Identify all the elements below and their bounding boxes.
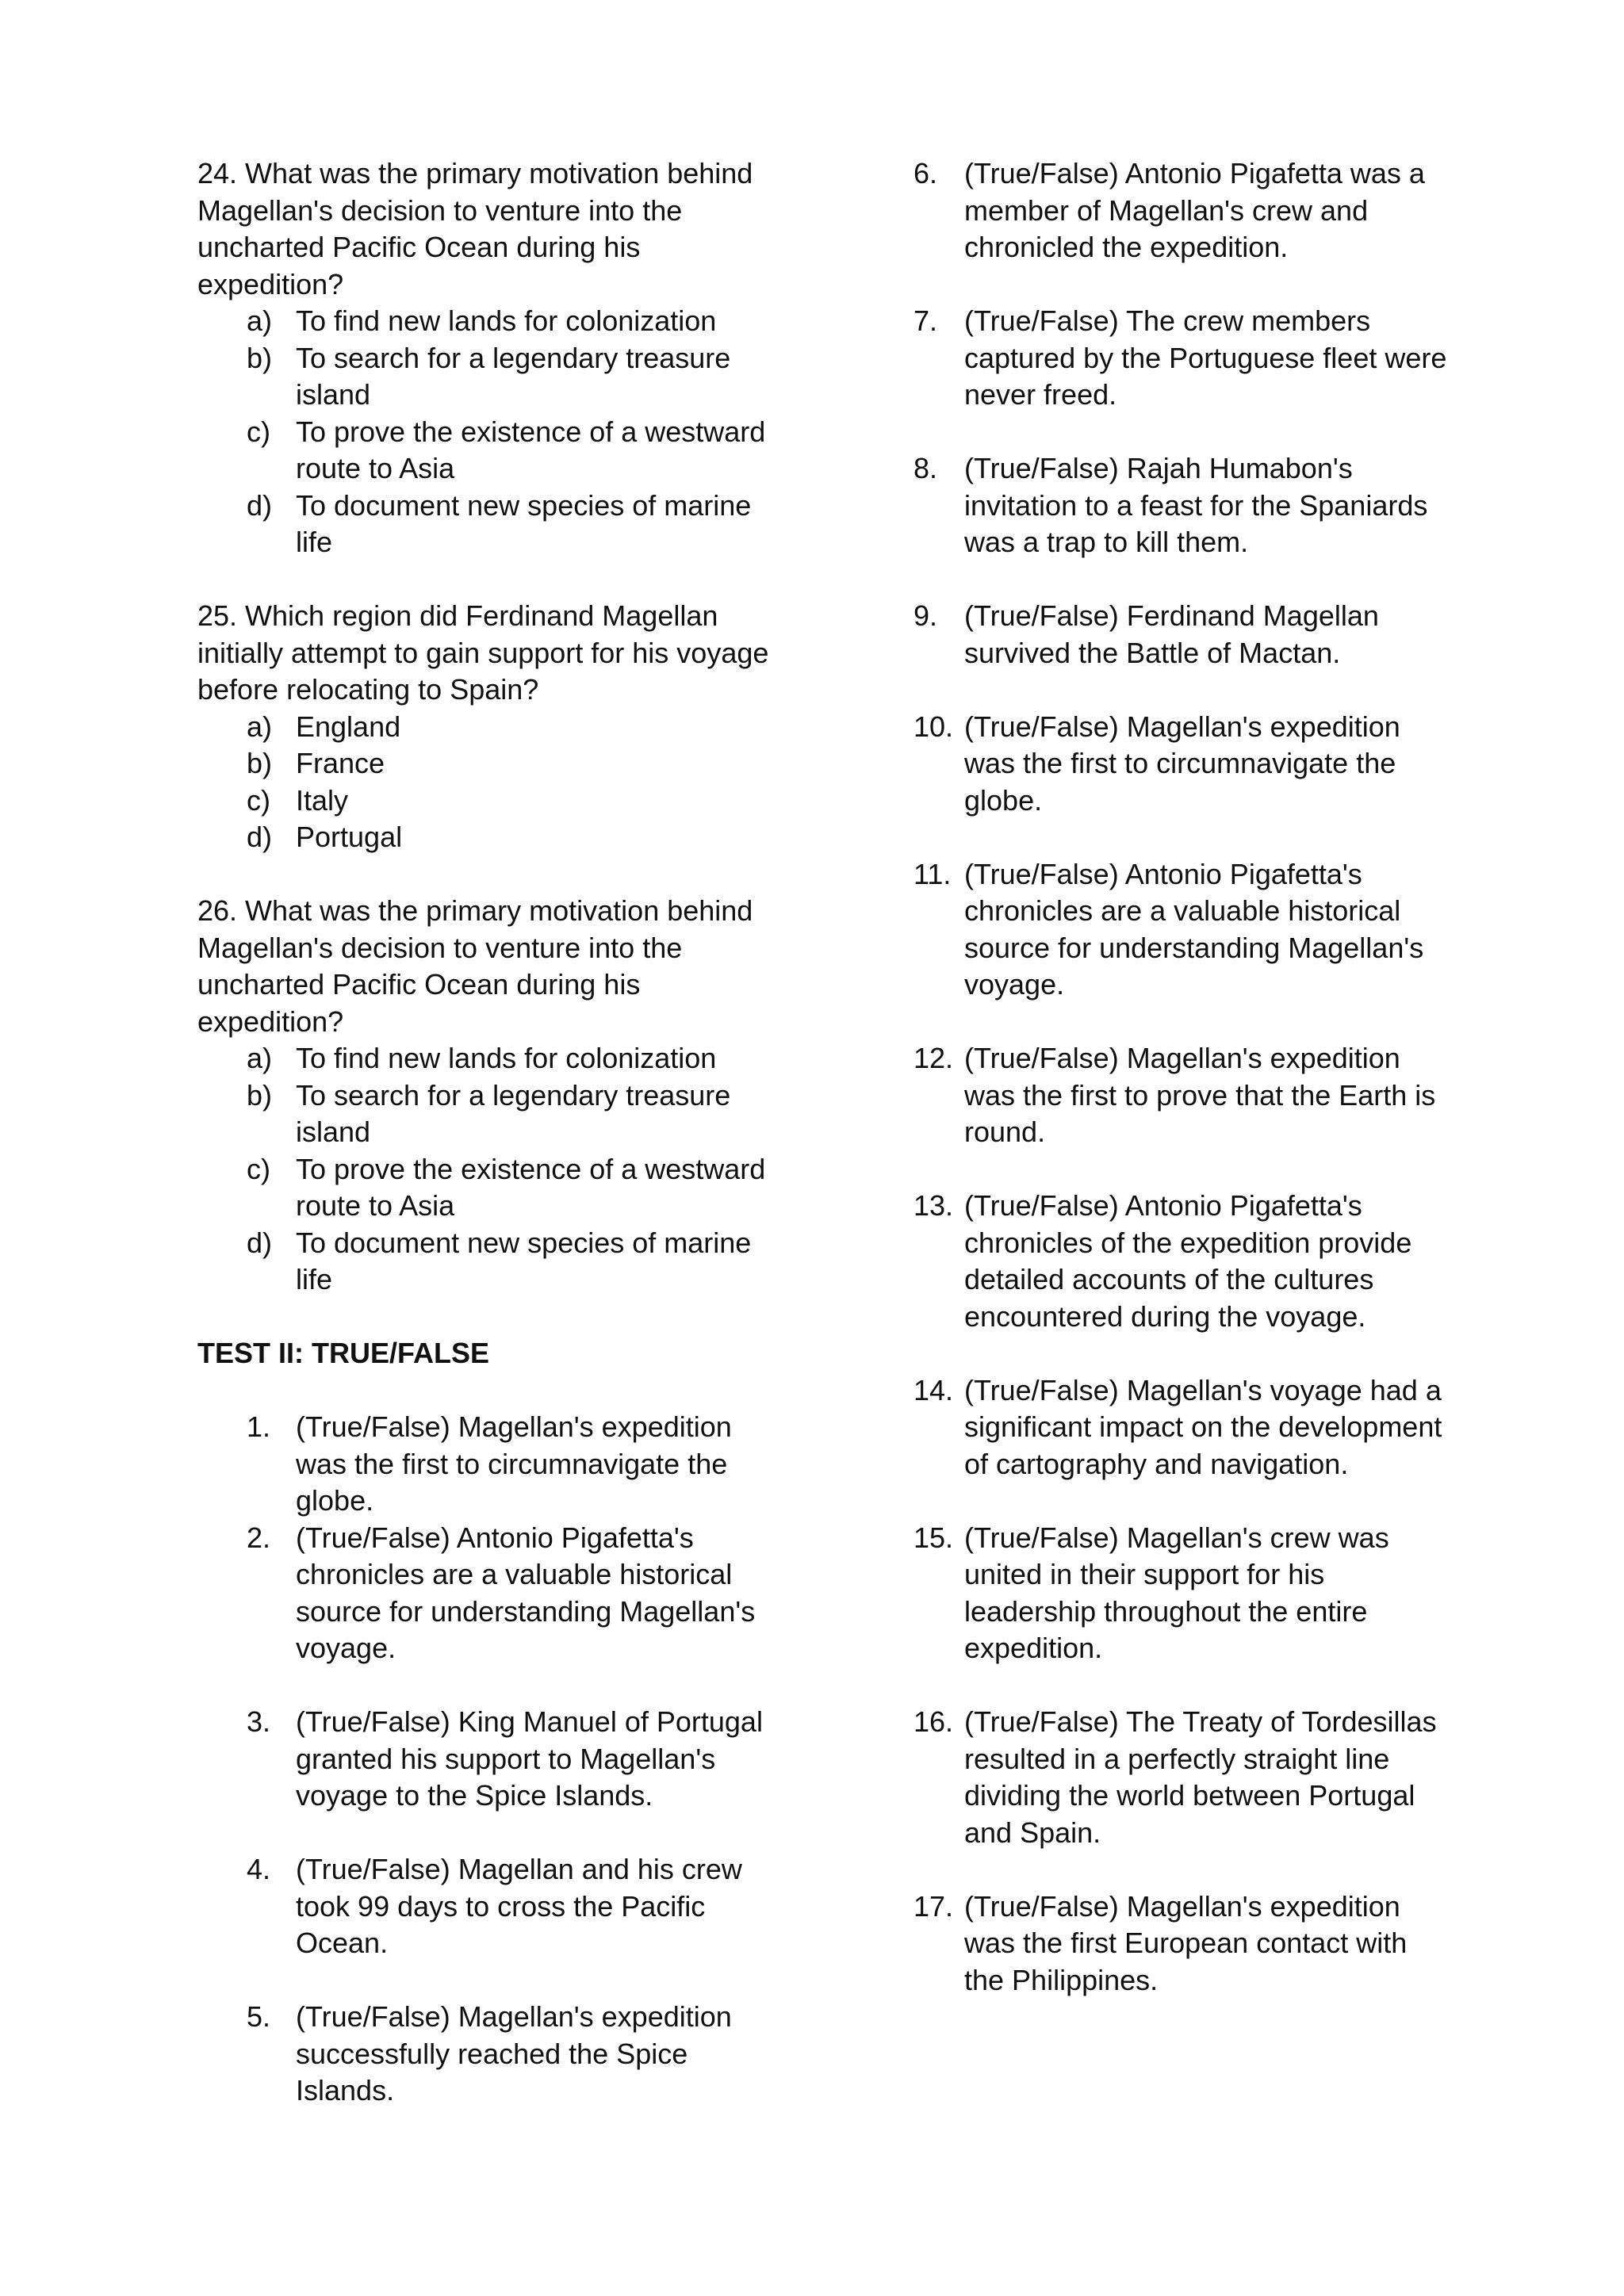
tf-number: 7. (914, 304, 938, 337)
spacer (197, 1299, 776, 1336)
option-item (197, 745, 776, 783)
option-label: d) (247, 821, 273, 853)
option-label: d) (247, 1226, 273, 1259)
tf-number: 6. (914, 157, 938, 189)
question-25 (197, 598, 776, 856)
option-item (197, 488, 776, 561)
option-label: b) (247, 747, 273, 779)
tf-item (914, 598, 1453, 672)
tf-item (914, 1704, 1453, 1851)
tf-number: 17. (914, 1889, 954, 1923)
tf-item (914, 856, 1453, 1004)
tf-number: 5. (247, 2000, 271, 2033)
tf-text: (True/False) King Manuel of Portugal granted his support to Magellan's voyage to the Spice Islands. (296, 1705, 763, 1812)
option-list (197, 709, 776, 856)
spacer (197, 856, 776, 894)
option-label: c) (247, 415, 270, 448)
option-label: c) (247, 783, 270, 817)
option-label: a) (247, 304, 273, 337)
tf-number: 2. (247, 1521, 271, 1554)
true-false-list-continued (914, 155, 1453, 1999)
question-stem: 26. What was the primary motivation behind Magellan's decision to venture into the uncharted Pacific Ocean during his expedition? (197, 894, 753, 1038)
option-item (197, 1151, 776, 1225)
tf-text: (True/False) Ferdinand Magellan survived the Battle of Mactan. (964, 599, 1379, 669)
right-column (914, 155, 1453, 1999)
option-label: c) (247, 1152, 270, 1185)
tf-item (197, 1851, 776, 1962)
question-stem: 24. What was the primary motivation behind Magellan's decision to venture into the uncharted Pacific Ocean during his expedition? (197, 157, 753, 300)
tf-item (197, 1520, 776, 1667)
option-text: To find new lands for colonization (296, 1042, 717, 1074)
option-item (197, 1077, 776, 1151)
tf-number: 12. (914, 1042, 954, 1074)
option-item (197, 709, 776, 746)
option-item (197, 1040, 776, 1077)
option-item (197, 819, 776, 856)
option-text: To search for a legendary treasure island (296, 1078, 731, 1148)
tf-text: (True/False) Magellan's crew was united in their support for his leadership throughout the entire expedition. (964, 1521, 1389, 1664)
question-stem: 25. Which region did Ferdinand Magellan initially attempt to gain support for his voyage before relocating to Spain? (197, 599, 769, 706)
tf-number: 16. (914, 1705, 954, 1738)
option-text: To document new species of marine life (296, 1226, 752, 1295)
tf-number: 15. (914, 1521, 954, 1554)
tf-item (914, 1520, 1453, 1667)
tf-text: (True/False) Rajah Humabon's invitation to a feast for the Spaniards was a trap to kill them. (964, 452, 1428, 558)
tf-item (914, 1888, 1453, 1999)
option-text: To find new lands for colonization (296, 304, 717, 337)
tf-number: 13. (914, 1189, 954, 1222)
spacer (197, 1372, 776, 1410)
option-item (197, 1225, 776, 1299)
option-text: To prove the existence of a westward route to Asia (296, 415, 766, 484)
tf-item (914, 1040, 1453, 1151)
option-text: Portugal (296, 821, 403, 853)
tf-item (914, 303, 1453, 414)
tf-text: (True/False) Magellan's expedition was the first to circumnavigate the globe. (296, 1410, 732, 1517)
tf-text: (True/False) Magellan's voyage had a significant impact on the development of cartography and navigation. (964, 1373, 1442, 1480)
tf-number: 11. (914, 857, 952, 890)
tf-number: 3. (247, 1705, 271, 1738)
tf-item (197, 1409, 776, 1520)
option-label: b) (247, 341, 273, 374)
tf-text: (True/False) Magellan's expedition was the first to circumnavigate the globe. (964, 710, 1400, 817)
option-text: To document new species of marine life (296, 488, 752, 558)
option-label: d) (247, 488, 273, 522)
option-list (197, 303, 776, 561)
question-26 (197, 893, 776, 1299)
tf-number: 8. (914, 452, 938, 484)
tf-item (197, 1704, 776, 1815)
tf-text: (True/False) The Treaty of Tordesillas resulted in a perfectly straight line dividing the world between Portugal and Spain. (964, 1705, 1437, 1849)
option-list (197, 1040, 776, 1299)
tf-number: 14. (914, 1373, 954, 1406)
tf-number: 1. (247, 1410, 271, 1443)
option-text: To search for a legendary treasure island (296, 341, 731, 411)
tf-text: (True/False) Antonio Pigafetta's chronicles of the expedition provide detailed accounts of the cultures encountered during the voyage. (964, 1189, 1412, 1333)
spacer (197, 561, 776, 599)
tf-item (914, 1188, 1453, 1335)
option-item (197, 414, 776, 488)
tf-text: (True/False) Magellan's expedition was the first to prove that the Earth is round. (964, 1042, 1436, 1148)
tf-item (197, 1999, 776, 2110)
tf-item (914, 1372, 1453, 1483)
section-title: TEST II: TRUE/FALSE (197, 1337, 490, 1369)
tf-item (914, 450, 1453, 561)
question-24 (197, 155, 776, 561)
tf-text: (True/False) Antonio Pigafetta was a member of Magellan's crew and chronicled the expedition. (964, 157, 1425, 263)
option-label: b) (247, 1078, 273, 1112)
tf-text: (True/False) Magellan's expedition successfully reached the Spice Islands. (296, 2000, 732, 2107)
tf-item (914, 709, 1453, 820)
option-text: England (296, 710, 401, 743)
option-text: To prove the existence of a westward route to Asia (296, 1152, 766, 1222)
tf-number: 9. (914, 599, 938, 632)
tf-text: (True/False) Antonio Pigafetta's chronicles are a valuable historical source for understanding Magellan's voyage. (964, 857, 1424, 1001)
option-label: a) (247, 1042, 273, 1074)
tf-text: (True/False) The crew members captured by the Portuguese fleet were never freed. (964, 304, 1447, 411)
true-false-list (197, 1409, 776, 2110)
tf-item (914, 155, 1453, 266)
option-item (197, 303, 776, 340)
tf-text: (True/False) Magellan's expedition was the first European contact with the Philippines. (964, 1889, 1408, 1996)
tf-text: (True/False) Antonio Pigafetta's chronicles are a valuable historical source for understanding Magellan's voyage. (296, 1521, 756, 1664)
option-item (197, 783, 776, 820)
tf-number: 10. (914, 710, 954, 743)
option-text: Italy (296, 783, 349, 817)
tf-number: 4. (247, 1853, 271, 1885)
option-label: a) (247, 710, 273, 743)
left-column (197, 155, 776, 2110)
option-text: France (296, 747, 385, 779)
option-item (197, 340, 776, 414)
tf-text: (True/False) Magellan and his crew took 99 days to cross the Pacific Ocean. (296, 1853, 742, 1959)
